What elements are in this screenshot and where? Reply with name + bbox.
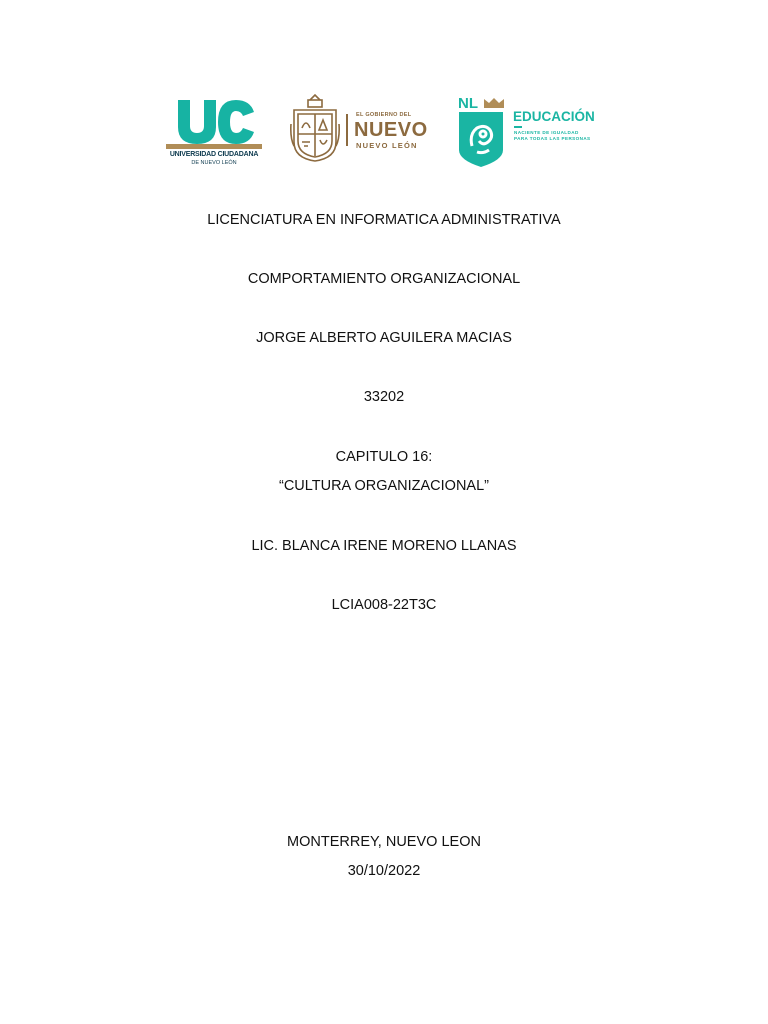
coat-of-arms-icon: [290, 94, 340, 162]
student-name: JORGE ALBERTO AGUILERA MACIAS: [256, 330, 512, 346]
educacion-underline: [514, 126, 522, 128]
educacion-tagline-1: NACIENTE DE IGUALDAD: [514, 130, 579, 135]
gobierno-nuevo-leon-logo: [290, 92, 435, 166]
educacion-title: EDUCACIÓN: [513, 109, 595, 124]
logo-header: [0, 92, 768, 172]
location: MONTERREY, NUEVO LEON: [287, 834, 481, 850]
uc-logo-bar: [166, 144, 262, 149]
student-id: 33202: [363, 389, 405, 405]
uc-logo-name: UNIVERSIDAD CIUDADANA: [169, 151, 259, 158]
uc-logo-mark: [176, 100, 256, 144]
nl-educacion-logo: [456, 92, 606, 170]
educacion-tagline-2: PARA TODAS LAS PERSONAS: [514, 136, 591, 141]
shield-badge-icon: [457, 110, 505, 168]
uc-logo-subtitle: DE NUEVO LEÓN: [191, 160, 237, 166]
degree-title: LICENCIATURA EN INFORMATICA ADMINISTRATIVA: [207, 212, 561, 228]
chapter-title: “CULTURA ORGANIZACIONAL”: [278, 478, 489, 494]
nl-letters: NL: [458, 95, 478, 112]
subject-name: COMPORTAMIENTO ORGANIZACIONAL: [247, 271, 521, 287]
group-code: LCIA008-22T3C: [331, 597, 437, 613]
gobierno-logo-top-text: EL GOBIERNO DEL: [356, 112, 412, 118]
teacher-name: LIC. BLANCA IRENE MORENO LLANAS: [251, 538, 517, 554]
chapter-label: CAPITULO 16:: [335, 449, 433, 465]
date: 30/10/2022: [347, 863, 421, 879]
gobierno-logo-main-text: NUEVO: [354, 119, 428, 141]
crown-icon: [483, 97, 505, 109]
gobierno-logo-bottom-text: NUEVO LEÓN: [356, 141, 418, 150]
uc-logo: [166, 92, 264, 170]
gobierno-logo-divider: [346, 114, 348, 146]
